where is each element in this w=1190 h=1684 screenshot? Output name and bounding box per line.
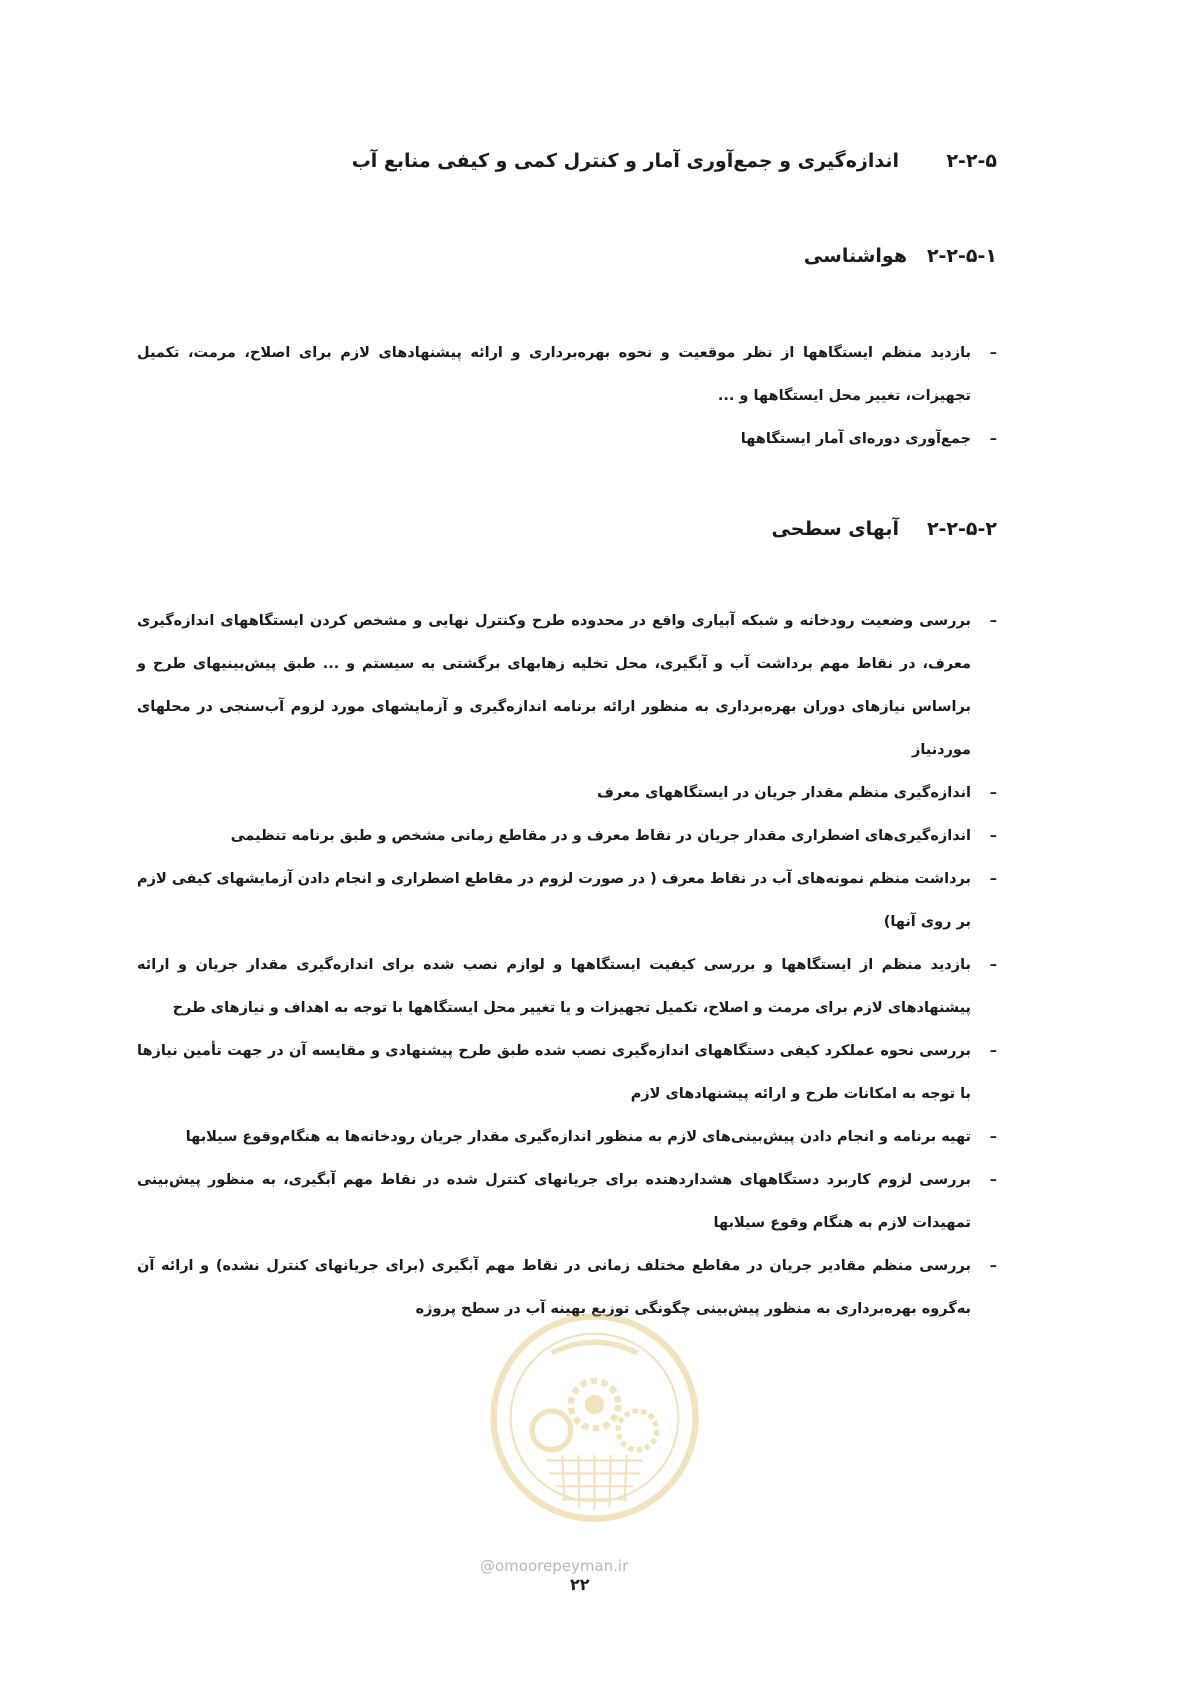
section-number: ۲-۲-۵: [946, 150, 997, 172]
list-item: – بررسی لزوم کاربرد دستگاههای هشداردهنده برای جریانهای کنترل شده در نقاط مهم آبگیری، به منظور پیش‌بینی تمهیدات لازم به هنگام وقوع سیلابها: [137, 1159, 997, 1245]
list-item: – تهیه برنامه و انجام دادن پیش‌بینی‌های لازم به منظور اندازه‌گیری مقدار جریان رودخانه‌ها به هنگام‌وقوع سیلابها: [137, 1116, 997, 1159]
section-title: اندازه‌گیری و جمع‌آوری آمار و کنترل کمی و کیفی منابع آب: [351, 150, 899, 172]
bullet-dash: –: [989, 345, 997, 361]
bullet-dash: –: [989, 871, 997, 887]
subsection-title: آبهای سطحی: [771, 518, 899, 540]
list-item: – بررسی منظم مقادیر جریان در مقاطع مختلف زمانی در نقاط مهم آبگیری (برای جریانهای کنترل نشده) و ارائه آن به‌گروه بهره‌برداری به منظور پیش‌بینی چگونگی توزیع بهینه آب در سطح پروژه: [137, 1245, 997, 1331]
watermark-logo-icon: [487, 1310, 702, 1525]
bullet-dash: –: [989, 431, 997, 447]
list-item: – برداشت منظم نمونه‌های آب در نقاط معرف ( در صورت لزوم در مقاطع اضطراری و انجام دادن آزمایشهای کیفی لازم بر روی آنها): [137, 858, 997, 944]
subsection-heading-meteorology: [804, 245, 997, 267]
bullet-dash: –: [989, 785, 997, 801]
bullet-dash: –: [989, 957, 997, 973]
watermark-site: @omoorepeyman.ir: [480, 1557, 629, 1575]
subsection-number: ۲-۲-۵-۱: [926, 245, 997, 267]
bullet-dash: –: [989, 1258, 997, 1274]
list-item: – بازدید منظم ایستگاهها از نظر موقعیت و نحوه بهره‌برداری و ارائه پیشنهادهای لازم برای اصلاح، مرمت، تکمیل تجهیزات، تغییر محل ایستگاهها و ...: [137, 332, 997, 418]
bullet-dash: –: [989, 828, 997, 844]
list-item: – جمع‌آوری دوره‌ای آمار ایستگاهها: [137, 418, 997, 461]
list-item: – بازدید منظم از ایستگاهها و بررسی کیفیت ایستگاهها و لوازم نصب شده برای اندازه‌گیری مقدار جریان و ارائه پیشنهادهای لازم برای مرمت و اصلاح، تکمیل تجهیزات و یا تغییر محل ایستگاهها با توجه به اهداف و نیازهای طرح: [137, 944, 997, 1030]
bullet-dash: –: [989, 1043, 997, 1059]
list-item: – بررسی نحوه عملکرد کیفی دستگاههای اندازه‌گیری نصب شده طبق طرح پیشنهادی و مقایسه آن در جهت تأمین نیازها با توجه به امکانات طرح و ارائه پیشنهادهای لازم: [137, 1030, 997, 1116]
list-item: – بررسی وضعیت رودخانه و شبکه آبیاری واقع در محدوده طرح وکنترل نهایی و مشخص کردن ایستگاههای اندازه‌گیری معرف، در نقاط مهم برداشت آب و آبگیری، محل تخلیه زهابهای برگشتی به سیستم و ... طبق پیش‌بینیهای طرح و براساس نیازهای دوران بهره‌برداری به منظور ارائه برنامه اندازه‌گیری و آزمایشهای مورد لزوم آب‌سنجی در محلهای موردنیاز: [137, 600, 997, 772]
page-number: ۲۲: [570, 1575, 590, 1594]
surface-water-list: [137, 600, 997, 1331]
meteorology-list: [137, 332, 997, 461]
list-item: – اندازه‌گیری‌های اضطراری مقدار جریان در نقاط معرف و در مقاطع زمانی مشخص و طبق برنامه تنظیمی: [137, 815, 997, 858]
subsection-heading-surface-water: [772, 518, 997, 540]
section-heading: [352, 150, 997, 172]
subsection-number: ۲-۲-۵-۲: [926, 518, 997, 540]
bullet-dash: –: [989, 613, 997, 629]
bullet-dash: –: [989, 1172, 997, 1188]
subsection-title: هواشناسی: [803, 245, 907, 267]
list-item: – اندازه‌گیری منظم مقدار جریان در ایستگاههای معرف: [137, 772, 997, 815]
bullet-dash: –: [989, 1129, 997, 1145]
